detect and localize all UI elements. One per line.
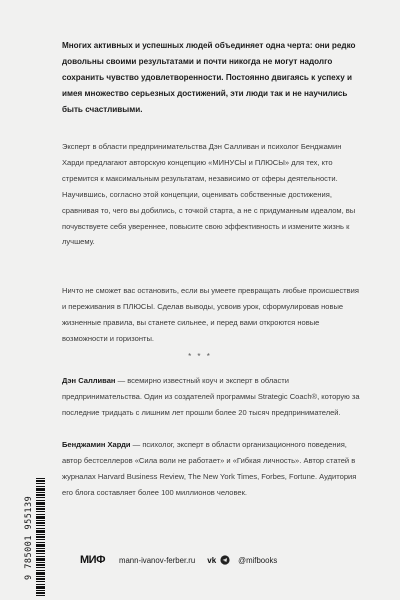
author-name: Бенджамин Харди: [62, 440, 131, 449]
barcode: [36, 478, 45, 598]
vk-icon[interactable]: vk: [207, 555, 217, 565]
description-paragraph: Ничто не сможет вас остановить, если вы умеете превращать любые происшествия и переживания в ПЛЮСЫ. Сделав выводы, усвоив урок, сформулировав новые жизненные правила, вы станете сильнее, и перед вами откроются новые возможности и горизонты.: [62, 286, 359, 343]
author-bio: [62, 437, 364, 501]
description-paragraph: Эксперт в области предпринимательства Дэн Салливан и психолог Бенджамин Харди предлагают авторскую концепцию «МИНУСЫ и ПЛЮСЫ» для тех, кто стремится к максимальным результатам, независимо от сферы деятельности. Научившись, согласно этой концепции, оценивать собственные достижения, сравнивая то, чего вы добились, с точкой старта, а не с придуманным идеалом, вы почувствуете себя увереннее, повысите свою эффективность и измените жизнь к лучшему.: [62, 142, 356, 247]
author-bio: [62, 373, 364, 421]
isbn-number: 9 785001 955139: [24, 495, 34, 581]
publisher-footer: [80, 553, 277, 567]
intro-text: Многих активных и успешных людей объединяет одна черта: они редко довольны своими результатами и почти никогда не могут надолго сохранить чувство удовлетворенности. Постоянно двигаясь к успеху и имея множество серьезных достижений, эти люди так и не научились быть счастливыми.: [62, 41, 356, 115]
author-bio-text: — психолог, эксперт в области организационного поведения, автор бестселлеров «Сила воли не работает» и «Гибкая личность». Автор статей в журналах Harvard Business Review, The New York Times, Forbes, Fortune. Аудитория его блога составляет более 100 миллионов человек.: [62, 440, 357, 497]
publisher-logo: МИФ: [80, 554, 105, 566]
author-bio-text: — всемирно известный коуч и эксперт в области предпринимательства. Один из создателей программы Strategic Coach®, которую за последние тридцать с лишним лет прошли более 20 тысяч предпринимателей.: [62, 376, 360, 417]
publisher-website[interactable]: mann-ivanov-ferber.ru: [118, 555, 196, 565]
separator: * * *: [188, 352, 212, 361]
social-icons: [207, 555, 230, 565]
social-handle[interactable]: @mifbooks: [238, 555, 278, 565]
author-name: Дэн Салливан: [62, 376, 116, 385]
telegram-icon[interactable]: [220, 555, 230, 565]
